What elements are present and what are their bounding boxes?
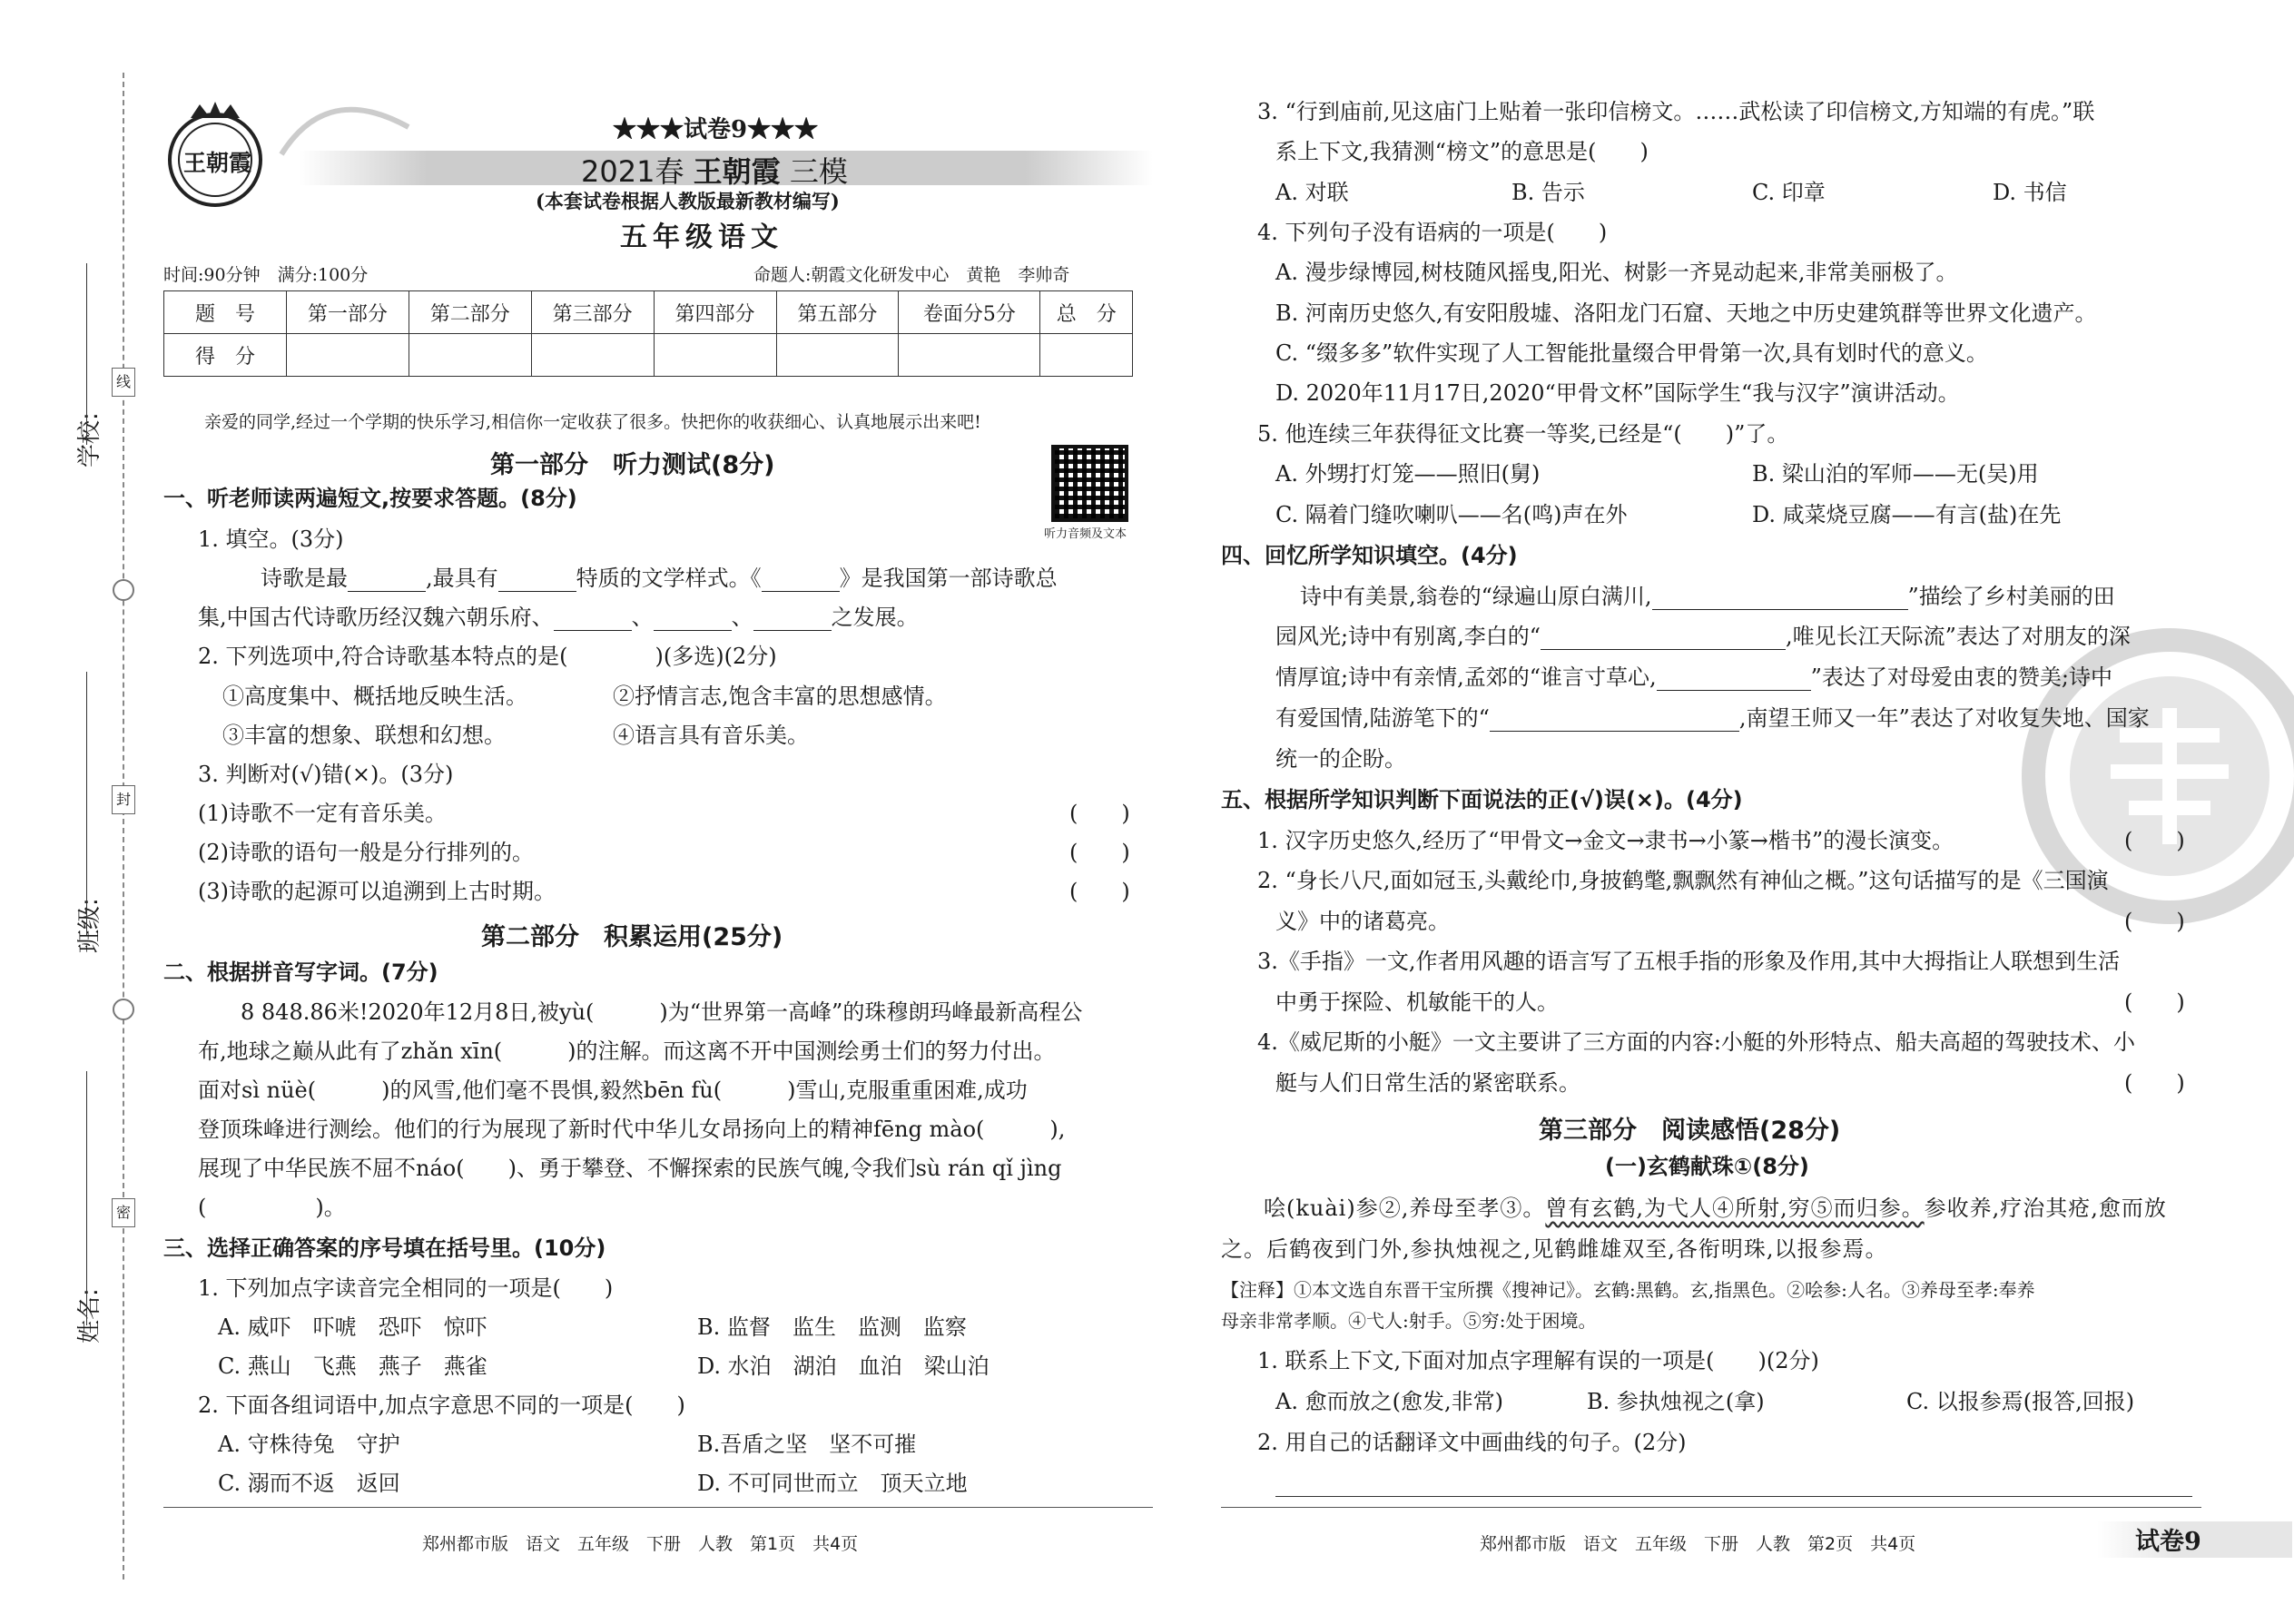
question-text: 2. 下面各组词语中,加点字意思不同的一项是( ) — [198, 1393, 685, 1418]
judge-item: 3.《手指》一文,作者用风趣的语言写了五根手指的形象及作用,其中大拇指让人联想到生活 — [1257, 949, 2121, 974]
footer-rule — [1221, 1507, 2201, 1508]
annotation: 【注释】①本文选自东晋干宝所撰《搜神记》。玄鹤:黑鹤。玄,指黑色。②哙参:人名。③养母至孝:奉养 — [1221, 1279, 2035, 1301]
option-text: D. 不可同世而立 顶天立地 — [697, 1471, 968, 1496]
fill-line: 集,中国古代诗歌历经汉魏六朝乐府、 、 、 之发展。 — [198, 605, 919, 630]
seal-mark-line: 线 — [112, 368, 135, 397]
option-text: A. 守株待兔 守护 — [218, 1432, 400, 1457]
reading1-title: (一)玄鹤献珠①(8分) — [1605, 1154, 1809, 1179]
qr-code-icon[interactable] — [1051, 445, 1128, 522]
answer-paren[interactable]: ( ) — [2124, 1070, 2185, 1096]
judge-item: (2)诗歌的语句一般是分行排列的。 — [198, 840, 534, 865]
answer-blank[interactable] — [762, 568, 840, 592]
score-input[interactable] — [531, 334, 654, 377]
question-text: 1. 联系上下文,下面对加点字理解有误的一项是( )(2分) — [1257, 1348, 1819, 1373]
question-text: 1. 填空。(3分) — [198, 527, 344, 552]
school-field[interactable] — [86, 263, 87, 445]
option-text: ④语言具有音乐美。 — [613, 723, 809, 748]
question-text: 2. 下列选项中,符合诗歌基本特点的是( )(多选)(2分) — [198, 644, 777, 669]
option-text: D. 书信 — [1993, 180, 2067, 205]
option-text: B. 河南历史悠久,有安阳殷墟、洛阳龙门石窟、天地之中历史建筑群等世界文化遗产。 — [1275, 300, 2097, 326]
class-field[interactable] — [86, 672, 87, 935]
score-input[interactable] — [654, 334, 776, 377]
score-input[interactable] — [899, 334, 1040, 377]
score-input[interactable] — [409, 334, 531, 377]
fill-line: 情厚谊;诗中有亲情,孟郊的“谁言寸草心, ”表达了对母爱由衷的赞美;诗中 — [1275, 664, 2112, 690]
flower-icon — [113, 999, 134, 1020]
answer-paren[interactable]: ( ) — [2124, 989, 2185, 1015]
class-label: 班级: — [76, 898, 103, 953]
score-cell: 第五部分 — [776, 291, 899, 334]
annotation: 母亲非常孝顺。④弋人:射手。⑤穷:处于困境。 — [1221, 1310, 1597, 1332]
exam-title: 2021春 王朝霞 三模 — [581, 154, 848, 189]
score-cell: 第二部分 — [409, 291, 531, 334]
fill-line: 有爱国情,陆游笔下的“ ,南望王师又一年”表达了对收复失地、国家 — [1275, 705, 2150, 731]
answer-paren[interactable]: ( ) — [1069, 879, 1130, 904]
name-label: 姓名: — [76, 1288, 103, 1343]
footer-left: 郑州都市版 语文 五年级 下册 人教 第1页 共4页 — [422, 1534, 859, 1554]
option-text: C. “缀多多”软件实现了人工智能批量缀合甲骨第一次,具有划时代的意义。 — [1275, 340, 1988, 366]
passage-line: 8 848.86米!2020年12月8日,被yù( )为“世界第一高峰”的珠穆朗玛峰最新高程公 — [241, 999, 1083, 1025]
option-text: ①高度集中、概括地反映生活。 — [222, 684, 527, 709]
subtitle: (本套试卷根据人教版最新教材编写) — [536, 190, 840, 212]
question-text: 5. 他连续三年获得征文比赛一等奖,已经是“( )”了。 — [1257, 421, 1789, 447]
judge-item: (3)诗歌的起源可以追溯到上古时期。 — [198, 879, 556, 904]
answer-blank[interactable] — [348, 568, 426, 592]
question-text: 2. 用自己的话翻译文中画曲线的句子。(2分) — [1257, 1430, 1687, 1455]
option-text: B. 监督 监生 监测 监察 — [697, 1314, 967, 1340]
footer-right: 郑州都市版 语文 五年级 下册 人教 第2页 共4页 — [1480, 1534, 1916, 1554]
score-cell: 第四部分 — [654, 291, 776, 334]
score-cell: 第三部分 — [531, 291, 654, 334]
fill-line: 诗中有美景,翁卷的“绿遍山原白满川, ”描绘了乡村美丽的田 — [1300, 584, 2115, 609]
intro-text: 亲爱的同学,经过一个学期的快乐学习,相信你一定收获了很多。快把你的收获细心、认真地展示出来吧! — [204, 412, 981, 432]
judge-item: 中勇于探险、机敏能干的人。 — [1275, 989, 1559, 1015]
judge-item: 2. “身长八尺,面如冠玉,头戴纶巾,身披鹤氅,飘飘然有神仙之概。”这句话描写的是《三国演 — [1257, 868, 2109, 893]
question-text: 1. 下列加点字读音完全相同的一项是( ) — [198, 1275, 614, 1301]
name-field[interactable] — [86, 1071, 87, 1325]
classical-text: 哙(kuài)参②,养母至孝③。曾有玄鹤,为弋人④所射,穷⑤而归参。参收养,疗治其疮,愈而放 — [1264, 1196, 2167, 1221]
answer-paren[interactable]: ( ) — [2124, 828, 2185, 853]
seal-mark-secret: 密 — [112, 1198, 135, 1227]
passage-line: 展现了中华民族不屈不náo( )、勇于攀登、不懈探索的民族气魄,令我们sù rán qǐ jìng — [198, 1156, 1062, 1181]
answer-paren[interactable]: ( ) — [1069, 840, 1130, 865]
option-text: A. 对联 — [1275, 180, 1349, 205]
score-cell: 题 号 — [164, 291, 287, 334]
logo-text: 王朝霞 — [183, 150, 252, 176]
section3-title: 三、选择正确答案的序号填在括号里。(10分) — [163, 1235, 606, 1261]
paper-label: ★★★试卷9★★★ — [613, 116, 819, 143]
judge-item: 义》中的诸葛亮。 — [1275, 909, 1450, 934]
option-text: ②抒情言志,饱含丰富的思想感情。 — [613, 684, 947, 709]
answer-blank[interactable] — [554, 607, 632, 631]
option-text: C. 燕山 飞燕 燕子 燕雀 — [218, 1353, 487, 1379]
score-cell: 得 分 — [164, 334, 287, 377]
part2-title: 第二部分 积累运用(25分) — [481, 923, 783, 951]
answer-paren[interactable]: ( ) — [2124, 909, 2185, 934]
option-text: B. 告示 — [1511, 180, 1585, 205]
qr-label: 听力音频及文本 — [1044, 527, 1127, 541]
judge-item: (1)诗歌不一定有音乐美。 — [198, 801, 447, 826]
option-text: A. 漫步绿博园,树枝随风摇曳,阳光、树影一齐晃动起来,非常美丽极了。 — [1275, 260, 1958, 285]
option-text: D. 2020年11月17日,2020“甲骨文杯”国际学生“我与汉字”演讲活动。 — [1275, 380, 1960, 406]
wavy-underlined-sentence: 曾有玄鹤,为弋人④所射,穷⑤而归参。 — [1545, 1196, 1925, 1221]
flower-icon — [113, 579, 134, 601]
answer-blank[interactable] — [1657, 667, 1811, 691]
passage-line: ( )。 — [198, 1195, 346, 1220]
fill-line: 统一的企盼。 — [1275, 746, 1406, 772]
judge-item: 4.《威尼斯的小艇》一文主要讲了三方面的内容:小艇的外形特点、船夫高超的驾驶技术、小 — [1257, 1029, 2135, 1055]
option-text: A. 愈而放之(愈发,非常) — [1275, 1389, 1503, 1414]
answer-blank[interactable] — [1490, 708, 1739, 732]
question-text: 4. 下列句子没有语病的一项是( ) — [1257, 220, 1608, 245]
time-info: 时间:90分钟 满分:100分 — [163, 265, 369, 285]
answer-blank[interactable] — [1652, 586, 1908, 610]
option-text: D. 水泊 湖泊 血泊 梁山泊 — [697, 1353, 989, 1379]
footer-rule — [163, 1507, 1153, 1508]
seal-mark-seal: 封 — [112, 785, 135, 814]
classical-text: 之。后鹤夜到门外,参执烛视之,见鹤雌雄双至,各衔明珠,以报参焉。 — [1221, 1236, 1888, 1262]
answer-blank[interactable] — [498, 568, 576, 592]
part1-title: 第一部分 听力测试(8分) — [490, 451, 775, 479]
option-text: C. 隔着门缝吹喇叭——名(鸣)声在外 — [1275, 502, 1628, 527]
section1-title: 一、听老师读两遍短文,按要求答题。(8分) — [163, 486, 577, 511]
score-input[interactable] — [1040, 334, 1133, 377]
judge-item: 艇与人们日常生活的紧密联系。 — [1275, 1070, 1580, 1096]
passage-line: 面对sì nüè( )的风雪,他们毫不畏惧,毅然bēn fù( )雪山,克服重重困难,成功 — [198, 1078, 1028, 1103]
score-table-row — [164, 334, 1133, 377]
option-text: C. 印章 — [1752, 180, 1826, 205]
authors-info: 命题人:朝霞文化研发中心 黄艳 李帅奇 — [753, 265, 1070, 285]
passage-line: 布,地球之巅从此有了zhǎn xīn( )的注解。而这离不开中国测绘勇士们的努力付出。 — [198, 1038, 1056, 1064]
question-text: 3. “行到庙前,见这庙门上贴着一张印信榜文。……武松读了印信榜文,方知端的有虎。”联 — [1257, 99, 2095, 124]
grade-title: 五年级语文 — [620, 221, 783, 253]
option-text: B. 梁山泊的军师——无(吴)用 — [1752, 461, 2039, 487]
section2-title: 二、根据拼音写字词。(7分) — [163, 960, 438, 985]
score-input[interactable] — [287, 334, 409, 377]
question-text: 系上下文,我猜测“榜文”的意思是( ) — [1275, 139, 1649, 164]
score-cell: 总 分 — [1040, 291, 1133, 334]
section5-title: 五、根据所学知识判断下面说法的正(√)误(×)。(4分) — [1221, 787, 1743, 812]
judge-item: 1. 汉字历史悠久,经历了“甲骨文→金文→隶书→小篆→楷书”的漫长演变。 — [1257, 828, 1954, 853]
option-text: A. 威吓 吓唬 恐吓 惊吓 — [218, 1314, 487, 1340]
option-text: B. 参执烛视之(拿) — [1587, 1389, 1765, 1414]
fill-line: 诗歌是最 ,最具有 特质的文学样式。《 》是我国第一部诗歌总 — [261, 566, 1058, 591]
answer-blank[interactable] — [1541, 626, 1786, 650]
section4-title: 四、回忆所学知识填空。(4分) — [1221, 543, 1518, 568]
score-input[interactable] — [776, 334, 899, 377]
option-text: D. 咸菜烧豆腐——有言(盐)在先 — [1752, 502, 2062, 527]
fill-line: 园风光;诗中有别离,李白的“ ,唯见长江天际流”表达了对朋友的深 — [1275, 624, 2131, 649]
passage-line: 登顶珠峰进行测绘。他们的行为展现了新时代中华儿女昂扬向上的精神fēng mào( ), — [198, 1117, 1066, 1142]
answer-blank[interactable] — [753, 607, 832, 631]
score-cell: 卷面分5分 — [899, 291, 1040, 334]
option-text: C. 溺而不返 返回 — [218, 1471, 400, 1496]
school-label: 学校: — [76, 412, 103, 468]
score-table-header — [164, 291, 1133, 334]
paper-badge-text: 试卷9 — [2135, 1528, 2201, 1556]
option-text: C. 以报参焉(报答,回报) — [1906, 1389, 2135, 1414]
option-text: ③丰富的想象、联想和幻想。 — [222, 723, 506, 748]
answer-line[interactable] — [1275, 1496, 2192, 1497]
question-text: 3. 判断对(√)错(×)。(3分) — [198, 762, 454, 787]
answer-blank[interactable] — [654, 607, 732, 631]
answer-paren[interactable]: ( ) — [1069, 801, 1130, 826]
option-text: B.吾盾之坚 坚不可摧 — [697, 1432, 917, 1457]
option-text: A. 外甥打灯笼——照旧(舅) — [1275, 461, 1541, 487]
sidebar-fold-line — [123, 73, 124, 1580]
part3-title: 第三部分 阅读感悟(28分) — [1539, 1117, 1841, 1145]
score-cell: 第一部分 — [287, 291, 409, 334]
score-table — [163, 290, 1133, 377]
